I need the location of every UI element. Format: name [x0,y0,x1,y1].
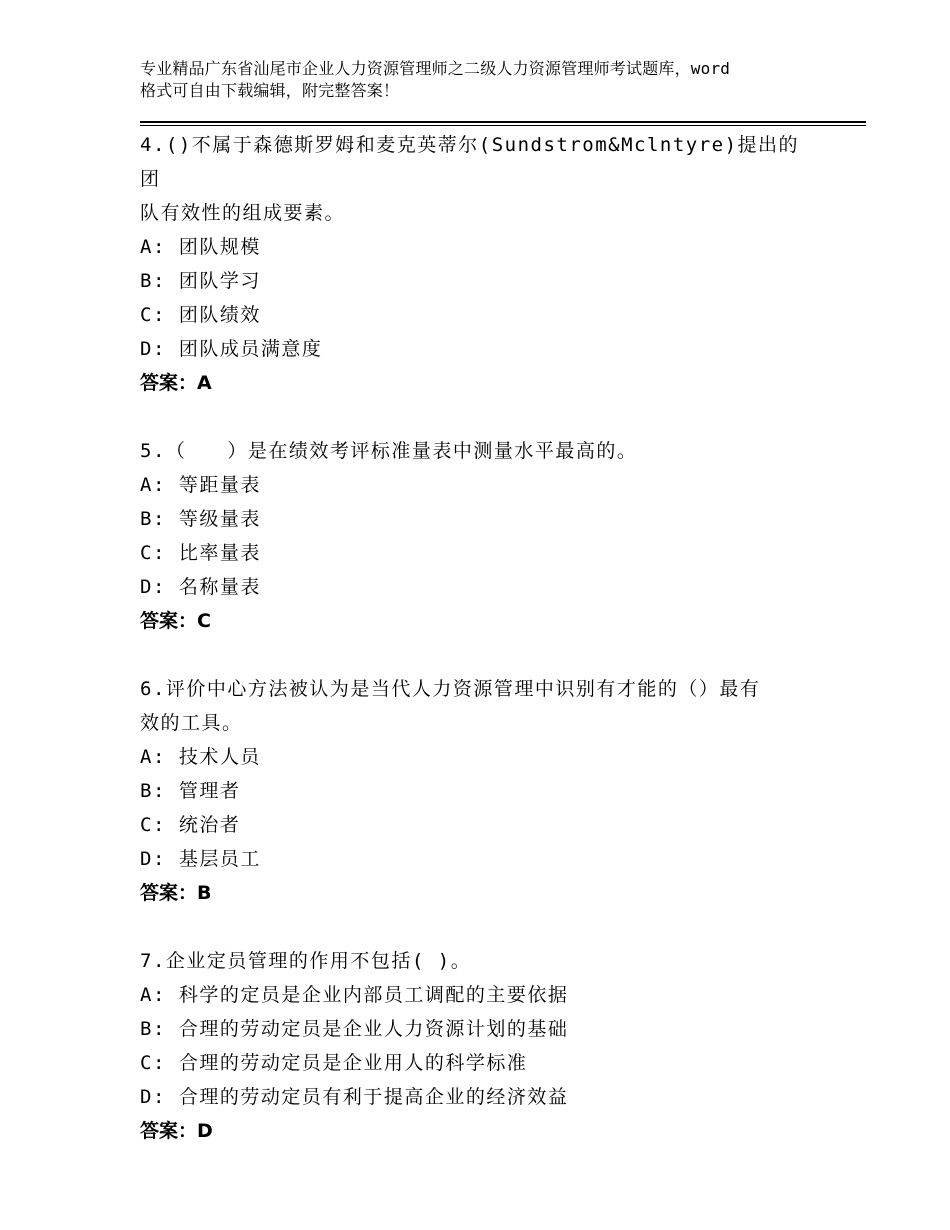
answer-label: 答案：A [140,372,212,394]
option-c: C: 比率量表 [140,542,261,564]
option-d: D: 基层员工 [140,848,261,870]
answer-label: 答案：C [140,610,211,632]
question-stem: 4.()不属于森德斯罗姆和麦克英蒂尔(Sundstrom&Mclntyre)提出的团 [140,134,800,190]
question-stem-continued: 队有效性的组成要素。 [140,202,346,224]
option-c: C: 合理的劳动定员是企业用人的科学标准 [140,1052,528,1074]
document-header [140,58,840,102]
option-a: A: 团队规模 [140,236,261,258]
question-6 [140,672,840,910]
header-line-1: 专业精品广东省汕尾市企业人力资源管理师之二级人力资源管理师考试题库，word [140,59,731,78]
option-b: B: 等级量表 [140,508,261,530]
option-b: B: 团队学习 [140,270,261,292]
question-stem: 6.评价中心方法被认为是当代人力资源管理中识别有才能的（）最有 [140,678,761,700]
option-d: D: 合理的劳动定员有利于提高企业的经济效益 [140,1086,569,1108]
question-stem: 7.企业定员管理的作用不包括( )。 [140,950,472,972]
option-a: A: 技术人员 [140,746,261,768]
question-7 [140,944,840,1148]
question-stem: 5.（ ）是在绩效考评标准量表中测量水平最高的。 [140,440,638,462]
question-stem-continued: 效的工具。 [140,712,243,734]
option-d: D: 名称量表 [140,576,261,598]
header-line-2: 格式可自由下载编辑，附完整答案！ [140,81,400,100]
option-a: A: 科学的定员是企业内部员工调配的主要依据 [140,984,569,1006]
answer-label: 答案：B [140,882,212,904]
header-divider [140,121,866,126]
option-c: C: 团队绩效 [140,304,261,326]
option-a: A: 等距量表 [140,474,261,496]
answer-label: 答案：D [140,1120,213,1142]
option-c: C: 统治者 [140,814,241,836]
question-5 [140,434,840,638]
question-4 [140,128,840,400]
option-b: B: 管理者 [140,780,241,802]
question-list [140,128,840,1182]
option-b: B: 合理的劳动定员是企业人力资源计划的基础 [140,1018,569,1040]
option-d: D: 团队成员满意度 [140,338,323,360]
